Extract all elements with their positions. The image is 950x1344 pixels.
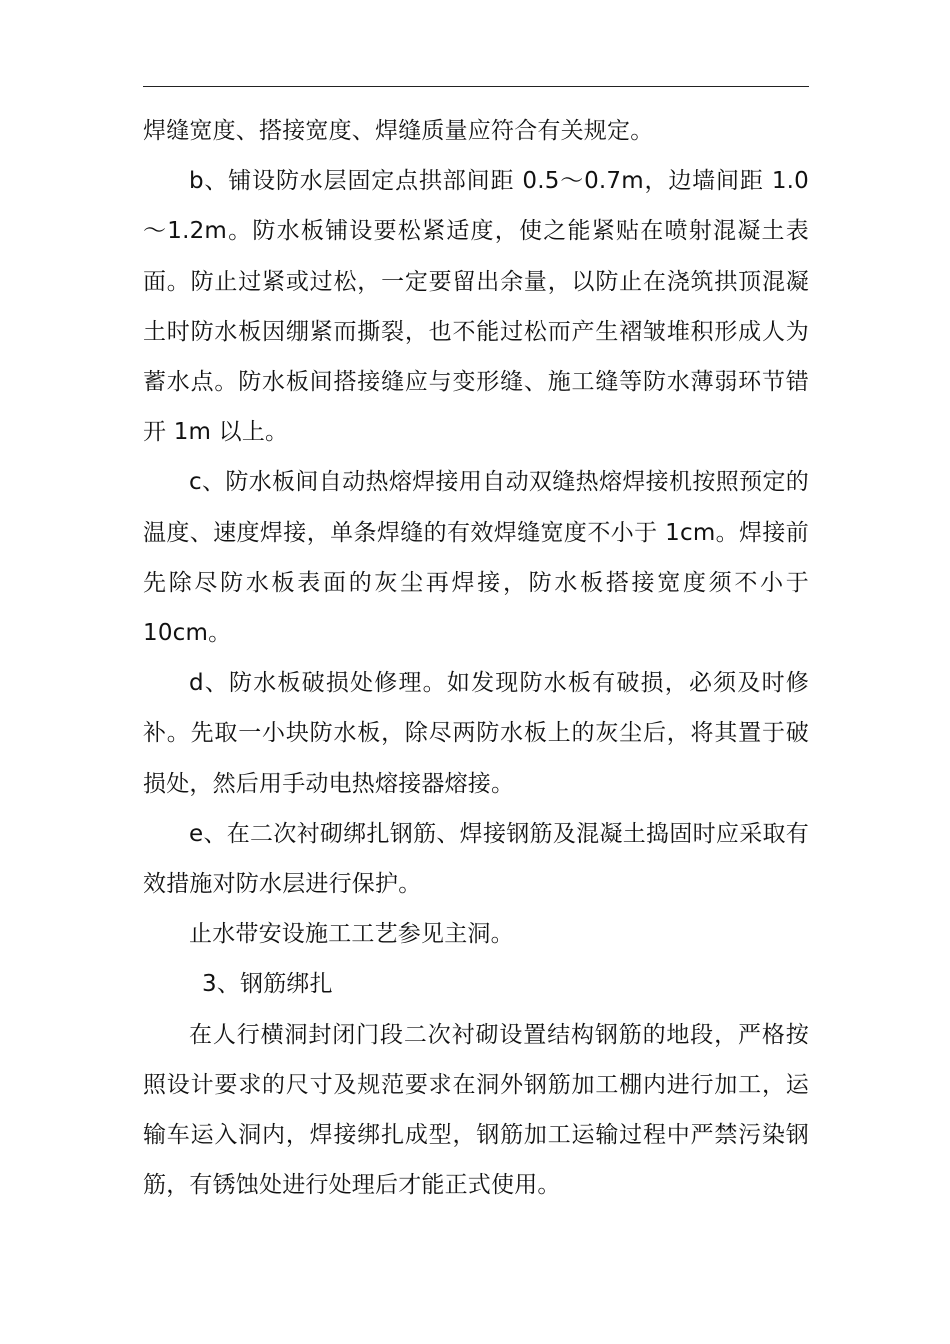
section-heading-rebar: 3、钢筋绑扎 <box>202 971 333 998</box>
paragraph-e-protection: e、在二次衬砌绑扎钢筋、焊接钢筋及混凝土捣固时应采取有效措施对防水层进行保护。 <box>143 820 809 898</box>
header-rule <box>143 86 809 87</box>
paragraph-weld-width: 焊缝宽度、搭接宽度、焊缝质量应符合有关规定。 <box>143 118 654 144</box>
paragraph-waterstop: 止水带安设施工工艺参见主洞。 <box>189 921 514 948</box>
paragraph-c-hot-melt-welding: c、防水板间自动热熔焊接用自动双缝热熔焊接机按照预定的温度、速度焊接，单条焊缝的有效焊缝宽度不小于 1cm。焊接前先除尽防水板表面的灰尘再焊接，防水板搭接宽度须不小于10cm。 <box>143 469 809 647</box>
paragraph-rebar-binding: 在人行横洞封闭门段二次衬砌设置结构钢筋的地段，严格按照设计要求的尺寸及规范要求在洞外钢筋加工棚内进行加工，运输车运入洞内，焊接绑扎成型，钢筋加工运输过程中严禁污染钢筋，有锈蚀处进行处理后才能正式使用。 <box>143 1021 809 1199</box>
paragraph-b-fixing-points: b、铺设防水层固定点拱部间距 0.5～0.7m，边墙间距 1.0～1.2m。防水板铺设要松紧适度，使之能紧贴在喷射混凝土表面。防止过紧或过松，一定要留出余量，以防止在浇筑拱顶混凝土时防水板因绷紧而撕裂，也不能过松而产生褶皱堆积形成人为蓄水点。防水板间搭接缝应与变形缝、施工缝等防水薄弱环节错开 1m 以上。 <box>143 168 809 446</box>
paragraph-d-damage-repair: d、防水板破损处修理。如发现防水板有破损，必须及时修补。先取一小块防水板，除尽两防水板上的灰尘后，将其置于破损处，然后用手动电热熔接器熔接。 <box>143 670 809 797</box>
document-body <box>143 106 809 1210</box>
